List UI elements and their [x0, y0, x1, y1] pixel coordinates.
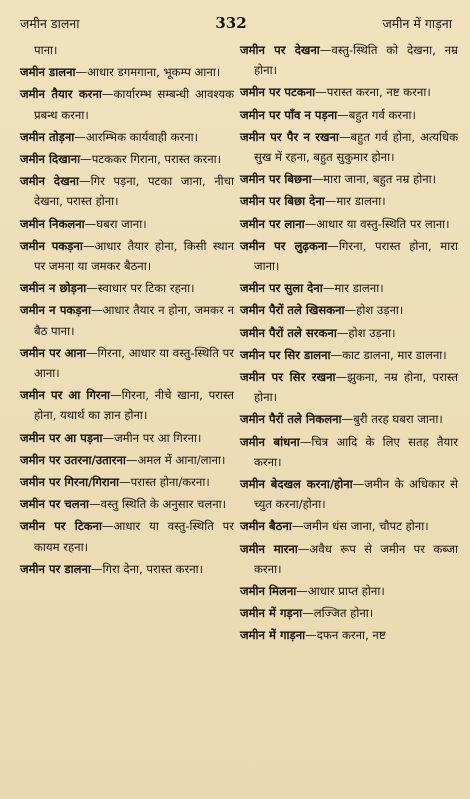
entry-definition: —दफन करना, नष्ट — [305, 628, 386, 643]
entry-definition: —होश उड़ना। — [344, 303, 404, 318]
dictionary-entry — [240, 581, 458, 601]
dictionary-entry — [240, 625, 458, 645]
entry-headword: जमीन मारना — [240, 541, 298, 556]
entry-definition: —आधार प्राप्त होना। — [296, 584, 385, 599]
dictionary-entry — [20, 171, 234, 211]
dictionary-entry — [240, 236, 458, 276]
entry-definition: —जमीन के अधिकार से च्युत करना/होना। — [254, 477, 458, 512]
dictionary-entry — [240, 323, 458, 343]
dictionary-entry — [20, 278, 234, 298]
entry-definition: —अवैध रूप से जमीन पर कब्जा करना। — [254, 541, 459, 576]
entry-definition: —मारा जाना, बहुत नम्र होना। — [311, 172, 437, 187]
entry-definition: —जमीन पर आ गिरना। — [102, 430, 202, 445]
dictionary-entry — [20, 40, 234, 60]
dictionary-entry — [20, 127, 234, 147]
entry-headword: जमीन पर देखना — [240, 43, 320, 57]
entry-headword: जमीन पर डालना — [20, 561, 91, 576]
entry-headword: जमीन देखना — [20, 174, 79, 189]
entry-headword: जमीन बैठना — [240, 519, 292, 534]
entry-headword: जमीन में गड़ना — [240, 606, 303, 621]
right-column — [240, 40, 458, 648]
dictionary-entry — [20, 559, 234, 579]
entry-headword: जमीन मिलना — [240, 584, 297, 599]
entry-headword: जमीन पर सिर रखना — [240, 370, 336, 385]
dictionary-entry — [240, 539, 458, 579]
entry-definition: —काट डालना, मार डालना। — [330, 347, 447, 362]
dictionary-entry — [20, 494, 234, 514]
dictionary-entry — [20, 214, 234, 234]
entry-columns — [20, 40, 458, 648]
dictionary-entry — [20, 428, 234, 448]
left-column — [20, 40, 234, 648]
entry-headword: जमीन पर आना — [20, 345, 86, 360]
dictionary-entry — [20, 62, 234, 82]
dictionary-entry — [240, 474, 458, 514]
entry-definition: —परास्त करना, नष्ट करना। — [315, 85, 431, 100]
entry-headword: जमीन पर लुढ़कना — [240, 238, 328, 253]
dictionary-entry — [20, 236, 234, 276]
entry-headword: जमीन तोड़ना — [20, 129, 75, 144]
entry-definition: —बहुत गर्व होना, अत्यधिक सुख में रहना, बहुत सुकुमार होना। — [254, 129, 458, 165]
entry-definition: —मार डालना। — [324, 194, 386, 209]
entry-definition: —होश उड़ना। — [336, 325, 396, 340]
entry-headword: जमीन पर लाना — [240, 216, 305, 231]
entry-definition: —अमल में आना/लाना। — [125, 452, 226, 467]
entry-definition: —झुकना, नम्र होना, परास्त होना। — [254, 370, 458, 405]
entry-headword: जमीन पर बिछा देना — [240, 194, 325, 209]
entry-headword: जमीन पर गिरना/गिराना — [20, 475, 120, 490]
entry-headword: जमीन पर सिर डालना — [240, 347, 331, 362]
dictionary-entry — [240, 127, 458, 167]
entry-definition: —आरम्भिक कार्यवाही करना। — [74, 129, 199, 144]
entry-definition: —कार्यारम्भ सम्बन्धी आवश्यक प्रबन्ध करना। — [34, 87, 235, 122]
entry-headword: जमीन पैरों तले सरकना — [240, 325, 337, 340]
entry-headword: जमीन पकड़ना — [20, 238, 83, 253]
header-left-guideword: जमीन डालना — [20, 16, 80, 31]
entry-definition: —वस्तु-स्थिति को देखना, नम्र होना। — [254, 43, 458, 78]
entry-definition: —गिरना, परास्त होना, मारा जाना। — [254, 238, 458, 274]
entry-headword: जमीन पर बिछना — [240, 172, 312, 187]
entry-headword: जमीन पर उतरना/उतारना — [20, 452, 126, 467]
dictionary-entry — [240, 105, 458, 125]
entry-definition: —परास्त होना/करना। — [119, 475, 210, 490]
dictionary-entry — [240, 40, 458, 80]
dictionary-entry — [240, 191, 458, 211]
dictionary-entry — [240, 300, 458, 320]
dictionary-entry — [240, 345, 458, 365]
entry-headword: जमीन पर चलना — [20, 497, 90, 512]
entry-headword: जमीन पर पैर न रखना — [240, 129, 339, 144]
entry-definition: —वस्तु स्थिति के अनुसार चलना। — [89, 497, 227, 512]
dictionary-entry — [240, 367, 458, 407]
entry-headword: जमीन बेदखल करना/होना — [240, 477, 353, 492]
page-number: 332 — [215, 14, 247, 32]
entry-definition: —गिरना, आधार या वस्तु-स्थिति पर आना। — [34, 345, 234, 381]
dictionary-entry — [240, 214, 458, 234]
entry-headword: जमीन पैरों तले निकलना — [240, 412, 342, 427]
entry-definition: —आधार या वस्तु-स्थिति पर लाना। — [304, 216, 450, 231]
entry-headword: जमीन में गाड़ना — [240, 628, 306, 643]
entry-definition: —लज्जित होना। — [302, 606, 374, 621]
entry-headword: जमीन न पकड़ना — [20, 303, 91, 318]
entry-headword: जमीन पर पटकना — [240, 85, 316, 100]
header-right-guideword: जमीन में गाड़ना — [382, 16, 452, 31]
entry-definition: —जमीन धंस जाना, चौपट होना। — [291, 519, 429, 534]
dictionary-entry — [20, 84, 234, 124]
page-header — [20, 14, 458, 40]
entry-definition: —गिरा देना, परास्त करना। — [90, 561, 204, 576]
entry-headword: जमीन पर पाँव न पड़ना — [240, 107, 338, 122]
dictionary-entry — [240, 169, 458, 189]
entry-definition: —आधार तैयार होना, किसी स्थान पर जमना या जमकर बैठना। — [34, 238, 235, 274]
entry-headword: जमीन पैरों तले खिसकना — [240, 303, 345, 318]
dictionary-entry — [240, 278, 458, 298]
dictionary-entry — [20, 300, 234, 340]
dictionary-entry — [20, 516, 234, 556]
entry-definition: —स्वाधार पर टिका रहना। — [86, 281, 195, 296]
dictionary-entry — [20, 385, 234, 425]
dictionary-entry — [240, 432, 458, 472]
dictionary-entry — [20, 450, 234, 470]
entry-definition: —आधार तैयार न होना, जमकर न बैठ पाना। — [34, 303, 235, 338]
entry-definition: —आधार डगमगाना, भूकम्प आना। — [75, 65, 221, 80]
dictionary-entry — [240, 82, 458, 102]
dictionary-entry — [240, 516, 458, 536]
dictionary-entry — [240, 409, 458, 429]
entry-headword: जमीन न छोड़ना — [20, 281, 87, 296]
entry-headword: जमीन निकलना — [20, 216, 85, 231]
dictionary-entry — [240, 603, 458, 623]
entry-definition: —बहुत गर्व करना। — [337, 107, 416, 122]
entry-definition: —चित्र आदि के लिए सतह तैयार करना। — [254, 434, 459, 469]
entry-definition: —घबरा जाना। — [84, 216, 147, 231]
entry-definition: —गिर पड़ना, पटका जाना, नीचा देखना, परास्त होना। — [34, 174, 235, 209]
entry-headword: जमीन दिखाना — [20, 152, 81, 167]
entry-headword: जमीन बांधना — [240, 434, 300, 449]
entry-definition: —मार डालना। — [322, 281, 384, 296]
entry-definition: —बुरी तरह घबरा जाना। — [341, 412, 443, 427]
entry-headword: जमीन पर टिकना — [20, 519, 102, 534]
dictionary-entry — [20, 149, 234, 169]
entry-headword: जमीन डालना — [20, 65, 76, 80]
entry-headword: जमीन पर सुला देना — [240, 281, 323, 296]
entry-headword: जमीन पर आ पड़ना — [20, 430, 103, 445]
entry-definition: पाना। — [34, 43, 58, 57]
entry-headword: जमीन तैयार करना — [20, 87, 102, 102]
dictionary-entry — [20, 472, 234, 492]
entry-definition: —आधार या वस्तु-स्थिति पर कायम रहना। — [34, 519, 235, 554]
entry-headword: जमीन पर आ गिरना — [20, 388, 111, 403]
entry-definition: —पटककर गिराना, परास्त करना। — [80, 152, 222, 167]
dictionary-entry — [20, 343, 234, 383]
entry-definition: —गिरना, नीचे खाना, परास्त होना, यथार्थ का ज्ञान होना। — [34, 388, 235, 423]
